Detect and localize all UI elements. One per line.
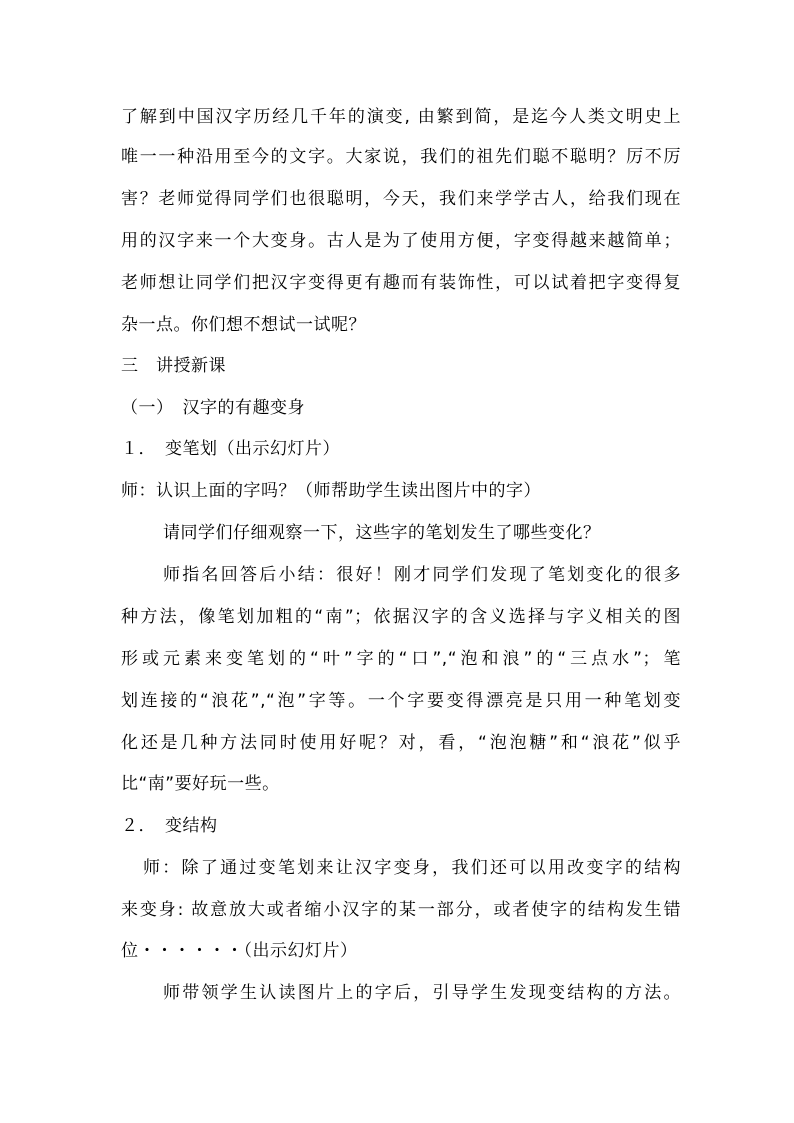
paragraph-line: 害？老师觉得同学们也很聪明，今天，我们来学学古人，给我们现在 [121, 189, 681, 209]
paragraph-line: 种方法，像笔划加粗的“南”；依据汉字的含义选择与字义相关的图 [121, 607, 681, 627]
paragraph-line: 唯一一种沿用至今的文字。大家说，我们的祖先们聪不聪明？厉不厉 [121, 147, 681, 167]
paragraph-line: 化还是几种方法同时使用好呢？对，看，“泡泡糖”和“浪花”似乎 [121, 733, 681, 753]
paragraph-line: 划连接的“浪花”,“泡”字等。一个字要变得漂亮是只用一种笔划变 [121, 691, 681, 711]
paragraph-line: 了解到中国汉字历经几千年的演变, 由繁到简，是迄今人类文明史上 [121, 107, 681, 127]
subsection-heading: （一） 汉字的有趣变身 [121, 398, 305, 418]
paragraph-line: 师：除了通过变笔划来让汉字变身，我们还可以用改变字的结构 [143, 858, 681, 878]
section-heading: 三 讲授新课 [121, 356, 226, 376]
paragraph-line: 位・・・・・・（出示幻灯片） [121, 941, 358, 961]
paragraph-line: 师：认识上面的字吗？（师帮助学生读出图片中的字） [121, 481, 541, 501]
paragraph-line: 来变身: 故意放大或者缩小汉字的某一部分，或者使字的结构发生错 [121, 900, 681, 920]
paragraph-line: 师带领学生认读图片上的字后，引导学生发现变结构的方法。 [163, 983, 681, 1003]
paragraph-line: 请同学们仔细观察一下，这些字的笔划发生了哪些变化？ [163, 523, 601, 543]
paragraph-line: 比“南”要好玩一些。 [121, 774, 280, 794]
paragraph-line: 老师想让同学们把汉字变得更有趣而有装饰性，可以试着把字变得复 [121, 273, 681, 293]
paragraph-line: 师指名回答后小结：很好！刚才同学们发现了笔划变化的很多 [163, 565, 681, 585]
paragraph-line: 形或元素来变笔划的“叶”字的“口”,“泡和浪”的“三点水”；笔 [121, 649, 681, 669]
item-heading: ２． 变结构 [121, 816, 218, 836]
paragraph-line: 用的汉字来一个大变身。古人是为了使用方便，字变得越来越简单； [121, 231, 681, 251]
item-heading: １． 变笔划（出示幻灯片） [121, 439, 340, 459]
paragraph-line: 杂一点。你们想不想试一试呢？ [121, 315, 366, 335]
